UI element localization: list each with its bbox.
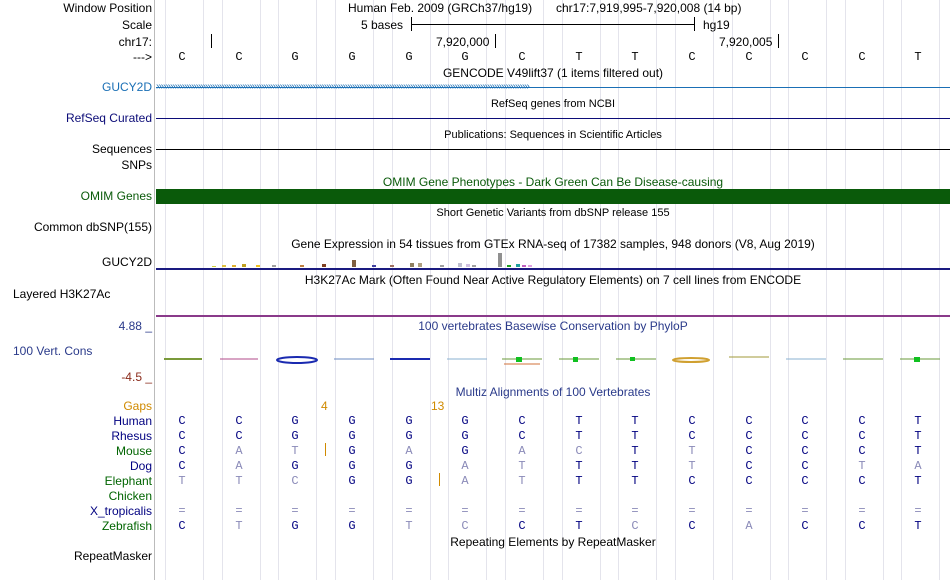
mouse-insertion-mark: [325, 443, 326, 456]
species-base: G: [348, 474, 356, 488]
species-base: T: [178, 474, 186, 488]
sequences-track-label[interactable]: Sequences: [91, 142, 152, 156]
species-base: C: [801, 459, 809, 473]
species-base: T: [575, 519, 583, 533]
omim-phenotype-bar[interactable]: [156, 189, 950, 204]
species-base: T: [518, 474, 526, 488]
ruler-tick-2: [778, 34, 779, 48]
species-base: T: [631, 444, 639, 458]
species-base: C: [745, 414, 753, 428]
species-label[interactable]: Zebrafish: [101, 519, 152, 533]
species-base: C: [858, 519, 866, 533]
species-base: T: [518, 459, 526, 473]
species-base: C: [858, 414, 866, 428]
gtex-tissue-bar[interactable]: [440, 265, 444, 267]
species-base: G: [348, 459, 356, 473]
gap-count-2: 13: [431, 399, 445, 413]
species-base: A: [405, 444, 413, 458]
species-base: T: [235, 519, 243, 533]
gaps-label[interactable]: Gaps: [123, 399, 152, 413]
species-base: A: [235, 459, 243, 473]
species-base: G: [461, 429, 469, 443]
snps-track-label[interactable]: SNPs: [121, 158, 152, 172]
dbsnp-track-label[interactable]: Common dbSNP(155): [33, 220, 152, 234]
species-base: C: [518, 414, 526, 428]
species-base: T: [575, 459, 583, 473]
omim-track-label[interactable]: OMIM Genes: [80, 189, 152, 203]
species-base: G: [405, 474, 413, 488]
species-base: =: [575, 504, 583, 518]
gtex-tissue-bar[interactable]: [410, 263, 414, 267]
reference-base: G: [291, 50, 299, 64]
gtex-tissue-bar[interactable]: [300, 265, 304, 267]
species-label[interactable]: Dog: [129, 459, 152, 473]
species-base: C: [688, 474, 696, 488]
species-base: T: [914, 474, 922, 488]
ruler-tick-1-label: 7,920,000: [436, 35, 490, 49]
species-base: A: [235, 444, 243, 458]
gtex-tissue-bar[interactable]: [528, 265, 532, 267]
cons-axis-bottom: -4.5 _: [121, 370, 152, 384]
phylop-conservation-plot[interactable]: [156, 350, 950, 370]
species-label[interactable]: Elephant: [104, 474, 152, 488]
reference-base: T: [575, 50, 583, 64]
species-base: A: [914, 459, 922, 473]
gtex-tissue-bar[interactable]: [272, 265, 276, 267]
species-base: T: [688, 444, 696, 458]
species-label[interactable]: Mouse: [115, 444, 152, 458]
species-base: T: [405, 519, 413, 533]
species-base: G: [291, 414, 299, 428]
gtex-tissue-bar[interactable]: [472, 265, 476, 267]
species-base: C: [745, 444, 753, 458]
elephant-insertion-mark: [439, 473, 440, 486]
species-base: G: [348, 519, 356, 533]
gtex-tissue-bar[interactable]: [522, 265, 526, 267]
reference-base: T: [914, 50, 922, 64]
species-label[interactable]: Human: [113, 414, 152, 428]
h3k27ac-track-label[interactable]: Layered H3K27Ac: [13, 287, 111, 301]
h3k27ac-signal-line[interactable]: [156, 315, 950, 317]
species-base: C: [688, 519, 696, 533]
species-base: =: [858, 504, 866, 518]
gencode-gene-feature[interactable]: ››››››››››››››››››››››››››››››››››››››››››››››››››››››››››››››››››››››››››››››››››››››››››››››››››››››››››››››››››››››››››››››››››››››››››››››››››››››››››››››››: [156, 81, 529, 92]
gtex-tissue-bar[interactable]: [418, 263, 422, 267]
species-base: T: [631, 459, 639, 473]
reference-base: G: [348, 50, 356, 64]
gtex-baseline: [156, 268, 950, 270]
species-base: T: [914, 429, 922, 443]
reference-base: C: [801, 50, 809, 64]
species-base: T: [631, 414, 639, 428]
scale-bar: [411, 24, 695, 25]
gtex-tissue-bar[interactable]: [516, 264, 520, 267]
species-base: =: [745, 504, 753, 518]
scale-label: Scale: [121, 18, 152, 32]
species-base: G: [405, 459, 413, 473]
species-base: G: [291, 459, 299, 473]
species-base: C: [688, 429, 696, 443]
phylop-mark: [277, 357, 317, 363]
phylop-mark: [573, 357, 578, 362]
species-base: G: [291, 519, 299, 533]
species-label[interactable]: Chicken: [108, 489, 152, 503]
species-base: T: [575, 414, 583, 428]
species-base: T: [631, 474, 639, 488]
species-base: G: [348, 414, 356, 428]
species-base: A: [745, 519, 753, 533]
gtex-tissue-bar[interactable]: [507, 265, 511, 267]
species-base: C: [858, 429, 866, 443]
phylop-mark: [914, 357, 920, 362]
species-base: C: [745, 459, 753, 473]
species-base: C: [178, 414, 186, 428]
species-base: C: [801, 474, 809, 488]
species-base: =: [178, 504, 186, 518]
gencode-gene-label[interactable]: GUCY2D: [101, 80, 152, 94]
reference-base: C: [178, 50, 186, 64]
species-base: =: [914, 504, 922, 518]
cons-track-label[interactable]: 100 Vert. Cons: [13, 344, 93, 358]
species-base: C: [518, 519, 526, 533]
gtex-tissue-bar[interactable]: [498, 253, 502, 267]
species-base: C: [858, 444, 866, 458]
species-base: G: [461, 414, 469, 428]
species-base: T: [858, 459, 866, 473]
species-base: G: [291, 429, 299, 443]
species-base: G: [348, 429, 356, 443]
gap-count-1: 4: [321, 399, 328, 413]
species-base: C: [235, 429, 243, 443]
h3k27ac-track-title: H3K27Ac Mark (Often Found Near Active Regulatory Elements) on 7 cell lines from ENCODE: [304, 273, 802, 287]
ruler-tick-start: [211, 34, 212, 48]
scale-text: 5 bases: [361, 18, 404, 32]
species-base: =: [688, 504, 696, 518]
refseq-track-title: RefSeq genes from NCBI: [490, 98, 616, 110]
ruler-tick-1: [495, 34, 496, 48]
gencode-gene-line: [156, 87, 950, 88]
species-base: G: [348, 444, 356, 458]
gtex-tissue-bar[interactable]: [458, 263, 462, 267]
scale-bar-left-cap: [411, 17, 412, 31]
omim-track-title: OMIM Gene Phenotypes - Dark Green Can Be Disease-causing: [382, 175, 724, 189]
species-base: C: [745, 429, 753, 443]
species-base: =: [461, 504, 469, 518]
species-base: C: [631, 519, 639, 533]
species-base: C: [801, 444, 809, 458]
reference-base: C: [235, 50, 243, 64]
species-base: T: [235, 474, 243, 488]
reference-base: G: [405, 50, 413, 64]
chromosome-label: chr17:: [118, 35, 152, 49]
gtex-tissue-bar[interactable]: [212, 266, 216, 267]
gtex-tissue-bar[interactable]: [390, 265, 394, 267]
phylop-bases: [164, 357, 940, 364]
cons-axis-top: 4.88 _: [118, 319, 152, 333]
gtex-tissue-bar[interactable]: [222, 265, 226, 267]
reference-base: C: [518, 50, 526, 64]
species-base: T: [688, 459, 696, 473]
gtex-track-title: Gene Expression in 54 tissues from GTEx RNA-seq of 17382 samples, 948 donors (V8, Aug 2019): [291, 237, 815, 251]
species-base: C: [858, 474, 866, 488]
species-base: T: [575, 429, 583, 443]
window-position-label: Window Position: [63, 1, 152, 15]
species-base: C: [178, 459, 186, 473]
label-panel-divider: [154, 0, 155, 580]
refseq-gene-line[interactable]: [156, 118, 950, 119]
species-base: =: [518, 504, 526, 518]
species-base: C: [575, 444, 583, 458]
species-base: =: [348, 504, 356, 518]
reference-base: C: [745, 50, 753, 64]
reference-base: C: [688, 50, 696, 64]
species-base: A: [461, 474, 469, 488]
species-base: A: [518, 444, 526, 458]
species-label[interactable]: Rhesus: [111, 429, 152, 443]
gtex-tissue-bar[interactable]: [242, 264, 246, 267]
species-base: T: [631, 429, 639, 443]
species-base: G: [461, 444, 469, 458]
species-base: C: [518, 429, 526, 443]
species-base: C: [461, 519, 469, 533]
gtex-gene-label[interactable]: GUCY2D: [101, 255, 152, 269]
species-base: C: [801, 414, 809, 428]
publications-track-title: Publications: Sequences in Scientific Articles: [444, 129, 662, 141]
scale-assembly: hg19: [703, 18, 730, 32]
species-label[interactable]: X_tropicalis: [89, 504, 152, 518]
reference-base: C: [858, 50, 866, 64]
phylop-mark: [630, 357, 635, 361]
species-base: =: [801, 504, 809, 518]
species-base: T: [291, 444, 299, 458]
gtex-tissue-bar[interactable]: [256, 265, 260, 267]
publications-line[interactable]: [156, 149, 950, 150]
species-base: C: [291, 474, 299, 488]
species-base: =: [405, 504, 413, 518]
species-base: =: [291, 504, 299, 518]
repeatmasker-track-title: Repeating Elements by RepeatMasker: [450, 535, 656, 549]
phylop-track-title: 100 vertebrates Basewise Conservation by PhyloP: [418, 319, 688, 333]
species-base: T: [914, 519, 922, 533]
species-base: C: [745, 474, 753, 488]
species-base: C: [235, 414, 243, 428]
species-base: G: [405, 414, 413, 428]
species-base: G: [405, 429, 413, 443]
position-readout: chr17:7,919,995-7,920,008 (14 bp): [556, 1, 742, 15]
species-base: T: [914, 444, 922, 458]
reference-base: T: [631, 50, 639, 64]
species-base: T: [575, 474, 583, 488]
species-base: C: [178, 429, 186, 443]
species-base: C: [178, 444, 186, 458]
species-base: T: [914, 414, 922, 428]
reference-base: G: [461, 50, 469, 64]
gtex-tissue-bar[interactable]: [322, 264, 326, 267]
repeatmasker-track-label[interactable]: RepeatMasker: [73, 549, 152, 563]
refseq-track-label[interactable]: RefSeq Curated: [65, 111, 152, 125]
ruler-tick-2-label: 7,920,005: [719, 35, 773, 49]
gtex-tissue-bar[interactable]: [352, 260, 356, 267]
species-base: A: [461, 459, 469, 473]
phylop-mark: [516, 357, 522, 362]
species-base: =: [235, 504, 243, 518]
gtex-tissue-bar[interactable]: [372, 265, 376, 267]
gencode-track-title: GENCODE V49lift37 (1 items filtered out): [442, 66, 664, 80]
phylop-mark: [673, 358, 709, 362]
species-base: C: [801, 429, 809, 443]
species-base: =: [631, 504, 639, 518]
strand-label: --->: [133, 50, 152, 64]
scale-bar-right-cap: [694, 17, 695, 31]
dbsnp-track-title: Short Genetic Variants from dbSNP release 155: [436, 207, 670, 219]
gtex-tissue-bar[interactable]: [232, 265, 236, 267]
species-base: C: [178, 519, 186, 533]
assembly-title: Human Feb. 2009 (GRCh37/hg19): [348, 1, 533, 15]
gtex-tissue-bar[interactable]: [466, 264, 470, 267]
species-base: C: [688, 414, 696, 428]
species-base: C: [801, 519, 809, 533]
multiz-track-title: Multiz Alignments of 100 Vertebrates: [455, 385, 651, 399]
